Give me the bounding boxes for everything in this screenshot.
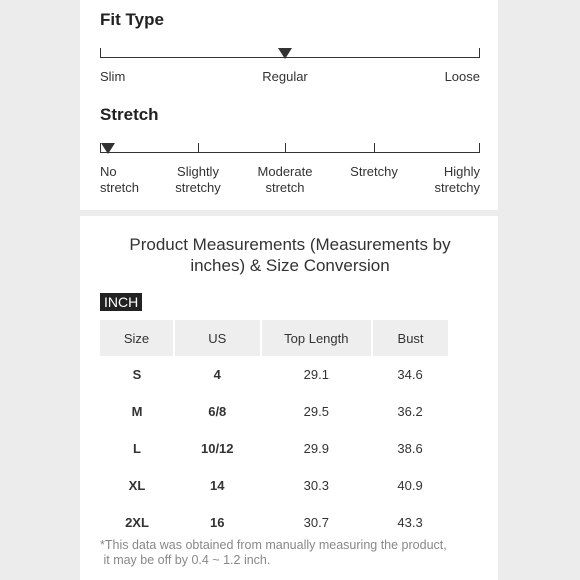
column-header-top-length: Top Length (261, 320, 373, 356)
fit-type-label-slim: Slim (100, 69, 126, 84)
stretch-label-no-stretch: No stretch (100, 164, 140, 195)
cell-bust: 43.3 (397, 515, 423, 530)
stretch-tick-3 (374, 143, 375, 153)
table-row (100, 356, 448, 393)
stretch-label-stretchy: Stretchy (350, 164, 398, 179)
stretch-label-highly: Highly stretchy (434, 164, 480, 195)
cell-us: 4 (213, 367, 221, 382)
column-header-bust: Bust (372, 320, 448, 356)
table-header-row (100, 320, 448, 356)
stretch-title: Stretch (100, 105, 159, 124)
cell-bust: 34.6 (397, 367, 423, 382)
cell-size: XL (128, 478, 146, 493)
fit-type-label-loose: Loose (444, 69, 480, 84)
fit-type-selected-marker (278, 48, 292, 59)
stretch-tick-2 (285, 143, 286, 153)
table-row (100, 393, 448, 430)
cell-size: M (131, 404, 143, 419)
table-row (100, 467, 448, 504)
fit-type-title: Fit Type (100, 10, 164, 29)
cell-top-length: 30.3 (303, 478, 329, 493)
cell-size: L (133, 441, 141, 456)
cell-bust: 38.6 (397, 441, 423, 456)
stretch-label-moderate: Moderate stretch (257, 164, 313, 195)
fit-type-label-regular: Regular (262, 69, 308, 84)
fit-type-tick-slim (100, 48, 101, 58)
size-table (100, 320, 448, 541)
cell-size: S (132, 367, 142, 382)
stretch-tick-4 (479, 143, 480, 153)
cell-us: 14 (210, 478, 225, 493)
cell-us: 10/12 (200, 441, 234, 456)
measurements-heading: Product Measurements (Measurements by inches) & Size Conversion (129, 235, 451, 275)
stretch-scale-line (100, 152, 480, 153)
cell-size: 2XL (125, 515, 149, 530)
stretch-tick-1 (198, 143, 199, 153)
column-header-size: Size (100, 320, 174, 356)
stretch-selected-marker (101, 143, 115, 154)
cell-top-length: 29.1 (303, 367, 329, 382)
cell-top-length: 29.5 (303, 404, 329, 419)
cell-bust: 36.2 (397, 404, 423, 419)
table-row (100, 430, 448, 467)
stretch-label-slightly: Slightly stretchy (175, 164, 221, 195)
fit-stretch-card (80, 0, 498, 210)
table-row (100, 504, 448, 541)
column-header-us: US (174, 320, 261, 356)
fit-type-tick-loose (479, 48, 480, 58)
cell-top-length: 29.9 (303, 441, 329, 456)
cell-us: 6/8 (208, 404, 227, 419)
measurements-card (80, 216, 498, 580)
cell-bust: 40.9 (397, 478, 423, 493)
cell-us: 16 (210, 515, 225, 530)
unit-badge: INCH (100, 293, 142, 311)
measurement-disclaimer: *This data was obtained from manually measuring the product, it may be off by 0.4 ~ 1.2 inch. (100, 538, 447, 567)
cell-top-length: 30.7 (303, 515, 329, 530)
